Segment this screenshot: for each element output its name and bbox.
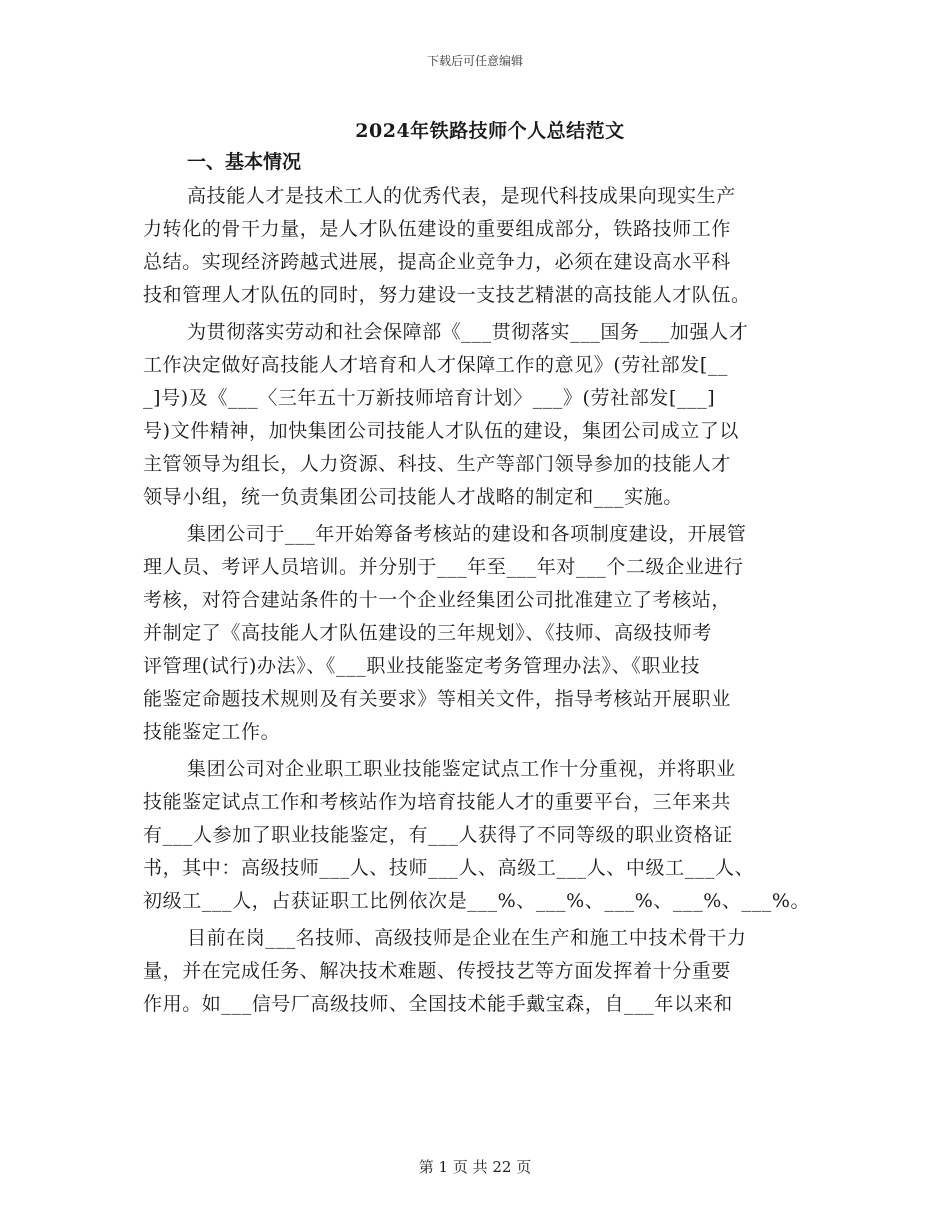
document-body [143,146,833,1025]
text-line: 书，其中：高级技师___人、技师___人、高级工___人、中级工___人、 [143,857,755,879]
text-line: 力转化的骨干力量，是人才队伍建设的重要组成部分，铁路技师工作 [143,218,732,240]
text-line: 技能鉴定工作。 [143,721,281,743]
paragraph-5 [143,922,833,1021]
text-line: 量，并在完成任务、解决技术难题、传授技艺等方面发挥着十分重要 [143,960,732,982]
text-line: 技能鉴定试点工作和考核站作为培育技能人才的重要平台，三年来共 [143,791,732,813]
text-line: 有___人参加了职业技能鉴定，有___人获得了不同等级的职业资格证 [143,824,733,846]
text-line: 初级工___人，占获证职工比例依次是___%、___%、___%、___%、___%。 [143,890,811,912]
text-line: _]号)及《___〈三年五十万新技师培育计划〉___》(劳社部发[___] [143,387,716,409]
text-line: 作用。如___信号厂高级技师、全国技术能手戴宝森，自___年以来和 [143,993,733,1015]
text-line: 领导小组，统一负责集团公司技能人才战略的制定和___实施。 [143,486,683,508]
text-line: 高技能人才是技术工人的优秀代表，是现代科技成果向现实生产 [187,185,736,207]
text-line: 集团公司对企业职工职业技能鉴定试点工作十分重视，并将职业 [187,758,736,780]
paragraph-2 [143,316,833,514]
paragraph-4 [143,753,833,918]
text-line: 总结。实现经济跨越式进展，提高企业竞争力，必须在建设高水平科 [143,251,732,273]
text-line: 目前在岗___名技师、高级技师是企业在生产和施工中技术骨干力 [187,927,747,949]
text-line: 工作决定做好高技能人才培育和人才保障工作的意见》(劳社部发[__ [143,354,729,376]
page-number: 第 1 页 共 22 页 [418,1158,532,1176]
text-line: 考核，对符合建站条件的十一个企业经集团公司批准建立了考核站， [143,589,732,611]
section-heading: 一、基本情况 [187,151,302,173]
text-line: 号)文件精神，加快集团公司技能人才队伍的建设，集团公司成立了以 [143,420,740,442]
header-note: 下载后可任意编辑 [426,54,523,68]
text-line: 技和管理人才队伍的同时，努力建设一支技艺精湛的高技能人才队伍。 [143,284,751,306]
text-line: 评管理(试行)办法》、《___职业技能鉴定考务管理办法》、《职业技 [143,655,701,677]
text-line: 为贯彻落实劳动和社会保障部《___贯彻落实___国务___加强人才 [187,321,749,343]
text-line: 并制定了《高技能人才队伍建设的三年规划》、《技师、高级技师考 [143,622,713,644]
document-title: 2024年铁路技师个人总结范文 [355,120,625,142]
text-line: 理人员、考评人员培训。并分别于___年至___年对___个二级企业进行 [143,556,744,578]
text-line: 集团公司于___年开始筹备考核站的建设和各项制度建设，开展管 [187,523,747,545]
text-line: 能鉴定命题技术规则及有关要求》等相关文件，指导考核站开展职业 [143,688,732,710]
paragraph-3 [143,518,833,749]
paragraph-1 [143,180,833,312]
text-line: 主管领导为组长，人力资源、科技、生产等部门领导参加的技能人才 [143,453,732,475]
